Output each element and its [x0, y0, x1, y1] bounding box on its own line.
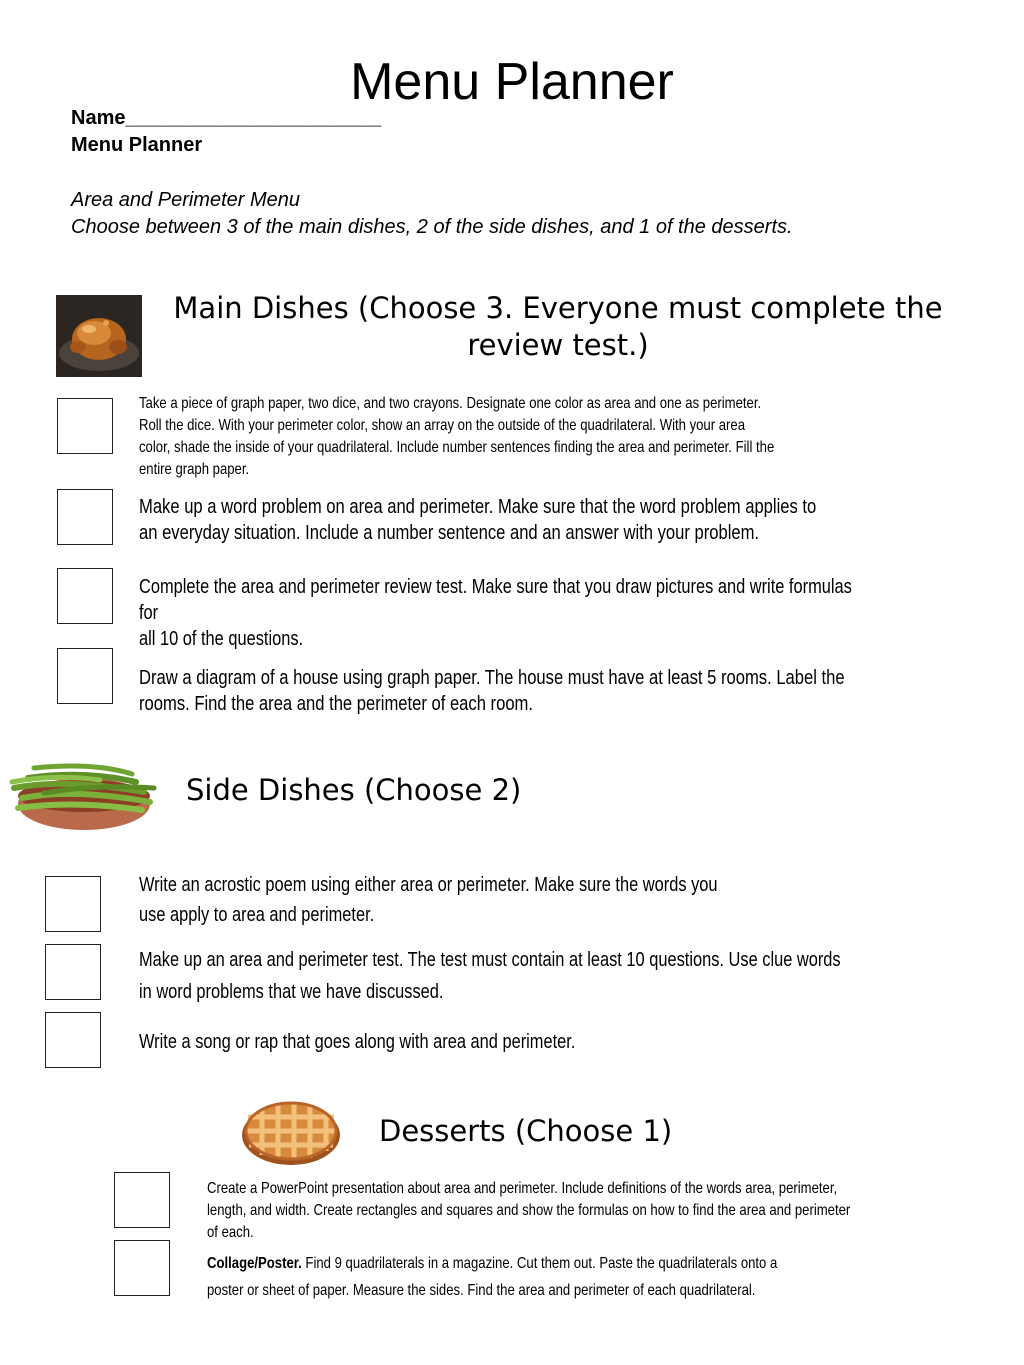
- main-item-4-text: [139, 665, 845, 717]
- main-item-1-text: [139, 393, 774, 481]
- text-line: in word problems that we have discussed.: [139, 981, 444, 1003]
- main-item-2-text: [139, 494, 816, 546]
- text-line: entire graph paper.: [139, 461, 250, 478]
- collage-poster-description: Find 9 quadrilaterals in a magazine. Cut them out. Paste the quadrilaterals onto a: [301, 1255, 778, 1272]
- lattice-pie-image: [240, 1093, 342, 1167]
- page-title: Menu Planner: [350, 53, 674, 111]
- main-item-1-checkbox[interactable]: [57, 398, 113, 454]
- main-dishes-heading-line-2: review test.): [467, 328, 649, 362]
- main-dishes-heading: [130, 290, 986, 364]
- text-line: [207, 1250, 777, 1277]
- text-line: of each.: [207, 1224, 254, 1241]
- text-line: poster or sheet of paper. Measure the sides. Find the area and perimeter of each quadrilateral.: [207, 1282, 756, 1299]
- subtitle: Menu Planner: [71, 134, 203, 156]
- menu-title: Area and Perimeter Menu: [71, 189, 301, 211]
- text-line: Write a song or rap that goes along with area and perimeter.: [139, 1031, 576, 1053]
- collage-poster-label: Collage/Poster.: [207, 1255, 302, 1272]
- text-line: Take a piece of graph paper, two dice, and two crayons. Designate one color as area and one as perimeter.: [139, 395, 762, 412]
- text-line: Draw a diagram of a house using graph paper. The house must have at least 5 rooms. Label the: [139, 667, 845, 689]
- text-line: use apply to area and perimeter.: [139, 904, 375, 926]
- text-line: Roll the dice. With your perimeter color, show an array on the outside of the quadrilateral. With your area: [139, 417, 746, 434]
- text-line: Create a PowerPoint presentation about area and perimeter. Include definitions of the words area, perimeter,: [207, 1180, 838, 1197]
- text-line: length, and width. Create rectangles and squares and show the formulas on how to find the area and perimeter: [207, 1202, 851, 1219]
- text-line: all 10 of the questions.: [139, 628, 304, 650]
- dessert-item-1-checkbox[interactable]: [114, 1172, 170, 1228]
- text-line: Make up a word problem on area and perimeter. Make sure that the word problem applies to: [139, 496, 817, 518]
- side-item-2-checkbox[interactable]: [45, 944, 101, 1000]
- dessert-item-2-checkbox[interactable]: [114, 1240, 170, 1296]
- side-dishes-heading: Side Dishes (Choose 2): [186, 773, 522, 807]
- name-field-label: Name_______________________: [71, 107, 382, 129]
- text-line: an everyday situation. Include a number sentence and an answer with your problem.: [139, 522, 760, 544]
- desserts-heading: Desserts (Choose 1): [379, 1114, 673, 1148]
- text-line: color, shade the inside of your quadrilateral. Include number sentences finding the area and perimeter. Fill the: [139, 439, 775, 456]
- side-item-2-text: [139, 944, 841, 1008]
- main-dishes-heading-line-1: Main Dishes (Choose 3. Everyone must complete the: [173, 291, 943, 325]
- instructions: Choose between 3 of the main dishes, 2 of the side dishes, and 1 of the desserts.: [71, 216, 793, 238]
- side-item-1-checkbox[interactable]: [45, 876, 101, 932]
- side-item-3-text: [139, 1029, 575, 1055]
- dessert-item-1-text: [207, 1178, 850, 1244]
- dessert-item-2-text: [207, 1250, 777, 1304]
- main-item-3-checkbox[interactable]: [57, 568, 113, 624]
- side-item-1-text: [139, 870, 718, 930]
- main-item-2-checkbox[interactable]: [57, 489, 113, 545]
- text-line: rooms. Find the area and the perimeter of each room.: [139, 693, 533, 715]
- text-line: Complete the area and perimeter review test. Make sure that you draw pictures and write formulas for: [139, 576, 852, 624]
- green-beans-image: [4, 748, 158, 840]
- side-item-3-checkbox[interactable]: [45, 1012, 101, 1068]
- text-line: Make up an area and perimeter test. The test must contain at least 10 questions. Use clue words: [139, 949, 841, 971]
- text-line: Write an acrostic poem using either area or perimeter. Make sure the words you: [139, 874, 718, 896]
- main-item-3-text: [139, 574, 865, 652]
- main-item-4-checkbox[interactable]: [57, 648, 113, 704]
